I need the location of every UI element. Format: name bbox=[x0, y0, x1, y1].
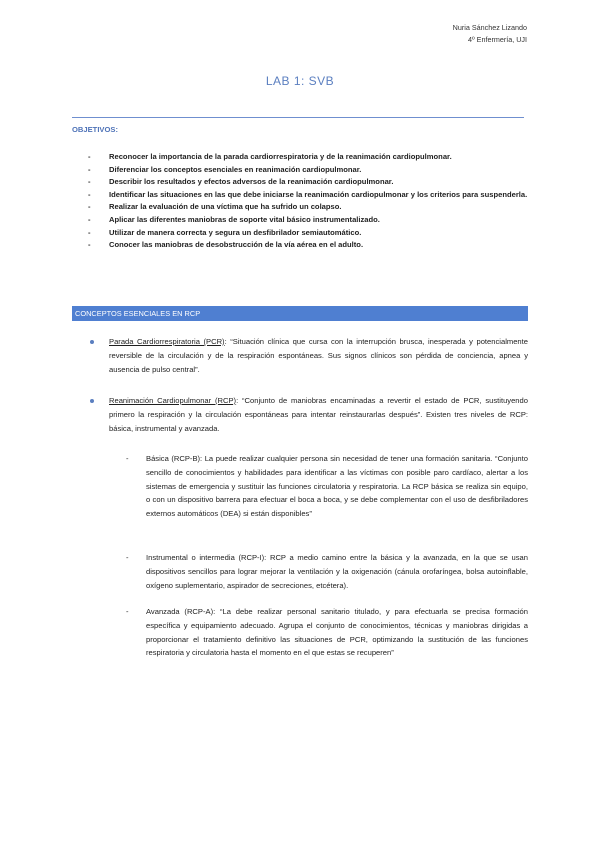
dash-marker: - bbox=[88, 164, 91, 174]
list-item: - Realizar la evaluación de una víctima que ha sufrido un colapso. bbox=[88, 201, 528, 214]
header-info bbox=[453, 22, 527, 46]
list-item: - Identificar las situaciones en las que debe iniciarse la reanimación cardiopulmonar y los criterios para suspenderla. bbox=[88, 189, 528, 202]
list-item: - Conocer las maniobras de desobstrucción de la vía aérea en el adulto. bbox=[88, 239, 528, 252]
definition-pcr bbox=[90, 335, 528, 378]
objectives-heading: OBJETIVOS: bbox=[72, 125, 118, 134]
bullet-dot-icon bbox=[90, 399, 94, 403]
course-info: 4º Enfermería, UJI bbox=[468, 35, 527, 44]
list-item: - Aplicar las diferentes maniobras de soporte vital básico instrumentalizado. bbox=[88, 214, 528, 227]
dash-marker: - bbox=[88, 202, 91, 212]
document-title: LAB 1: SVB bbox=[265, 74, 335, 88]
list-item: - Describir los resultados y efectos adversos de la reanimación cardiopulmonar. bbox=[88, 176, 528, 189]
dash-marker: - bbox=[88, 177, 91, 187]
definition-rcp bbox=[90, 394, 528, 437]
rcp-level-instrumental bbox=[126, 551, 528, 592]
rcp-level-basic bbox=[126, 452, 528, 521]
concepts-list bbox=[90, 335, 528, 452]
dash-marker: - bbox=[126, 607, 129, 616]
bullet-dot-icon bbox=[90, 340, 94, 344]
list-item: - Básica (RCP-B): La puede realizar cualquier persona sin necesidad de tener una formación sanitaria. “Conjunto sencillo de conocimientos y habilidades para identificar a las víctimas con posible paro cardíaco, alertar a los sistemas de emergencia y sustituir las funciones circulatoria y respiratoria. La RCP básica se realiza sin equipo, o con un dispositivo barrera para efectuar el boca a boca, y se debe complementar con el uso de desfibriladores externos automáticos (DEA) si están disponibles” bbox=[126, 454, 528, 519]
dash-marker: - bbox=[126, 454, 129, 463]
list-item: - Utilizar de manera correcta y segura un desfibrilador semiautomático. bbox=[88, 227, 528, 240]
pcr-term: Parada Cardiorrespiratoria (PCR) bbox=[109, 337, 225, 346]
list-item: - Diferenciar los conceptos esenciales en reanimación cardiopulmonar. bbox=[88, 164, 528, 177]
dash-marker: - bbox=[88, 152, 91, 161]
dash-marker: - bbox=[88, 214, 91, 224]
author-name: Nuria Sánchez Lizando bbox=[452, 23, 527, 32]
dash-marker: - bbox=[126, 553, 129, 562]
list-item: - Avanzada (RCP-A): “La debe realizar personal sanitario titulado, y para efectuarla se precisa formación específica y equipamiento adecuado. Agrupa el conjunto de conocimientos, técnicas y maniobras dirigidas a proporcionar el tratamiento definitivo las situaciones de PCR, optimizando la sustitución de las funciones respiratoria y circulatoria hasta el momento en el que estas se recuperen” bbox=[126, 607, 528, 658]
rcp-definition: : “Conjunto de maniobras encaminadas a revertir el estado de PCR, sustituyendo primero la respiración y la circulación espontáneas para intentar reinstaurarlas después”. Existen tres niveles de RCP: básica, instrumental y avanzada. bbox=[109, 395, 528, 434]
list-item: - Reconocer la importancia de la parada cardiorrespiratoria y de la reanimación cardiopulmonar. bbox=[88, 151, 528, 164]
dash-marker: - bbox=[88, 227, 91, 237]
pcr-definition: : “Situación clínica que cursa con la interrupción brusca, inesperada y potencialmente reversible de la circulación y de la respiración espontáneas. Sus signos clínicos son pérdida de conciencia, apnea y ausencia de pulso central”. bbox=[109, 337, 528, 375]
title-divider bbox=[72, 117, 524, 118]
rcp-term: Reanimación Cardiopulmonar (RCP) bbox=[109, 395, 237, 405]
objectives-list bbox=[88, 151, 528, 252]
concepts-heading-band: CONCEPTOS ESENCIALES EN RCP bbox=[72, 306, 528, 321]
dash-marker: - bbox=[88, 240, 91, 250]
list-item: - Instrumental o intermedia (RCP-I): RCP a medio camino entre la básica y la avanzada, en la que se usan dispositivos sencillos para lograr mejorar la ventilación y la oxigenación (cánula orofaríngea, bolsa autoinflable, oxígeno suplementario, aspirador de secreciones, etcétera). bbox=[126, 553, 528, 590]
dash-marker: - bbox=[88, 189, 91, 199]
rcp-level-advanced bbox=[126, 605, 528, 660]
